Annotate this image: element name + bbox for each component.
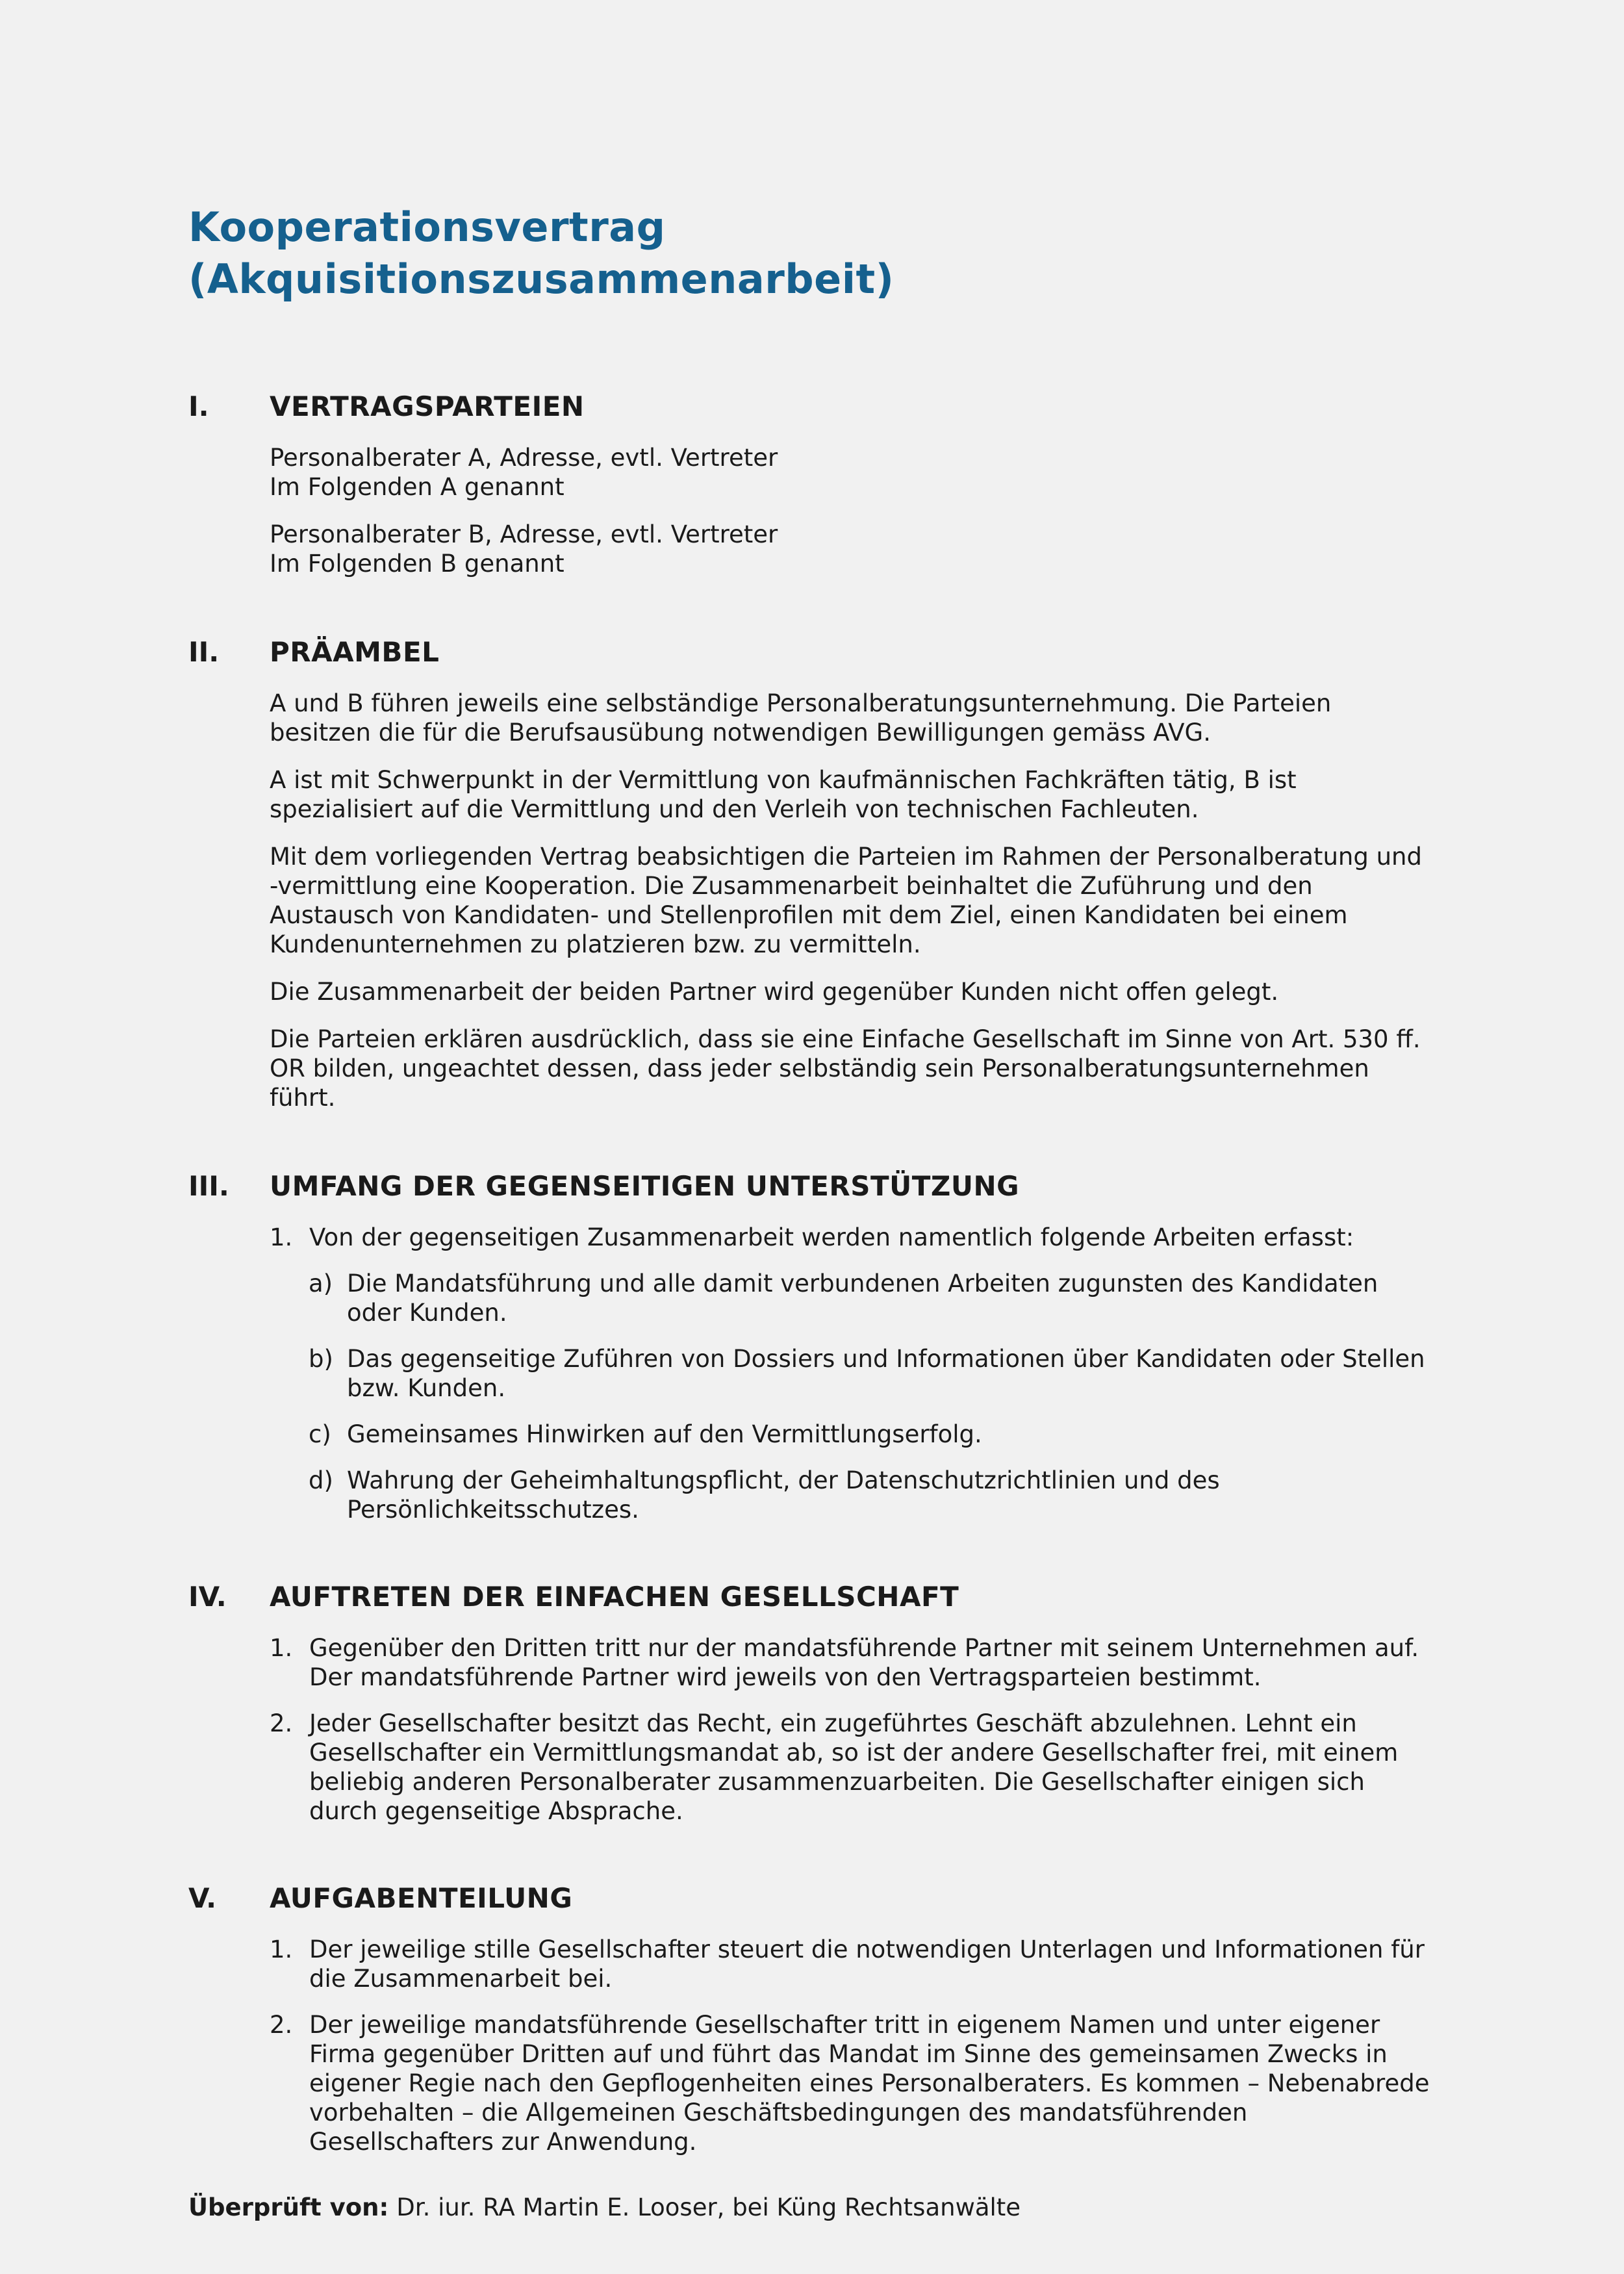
list-item-number: 1. — [270, 1935, 293, 1963]
section-number: III. — [188, 1170, 229, 1202]
list-item-number: 1. — [270, 1223, 293, 1251]
list-item-number: c) — [309, 1420, 331, 1448]
paragraph: A ist mit Schwerpunkt in der Vermittlung von kaufmännischen Fachkräften tätig, B ist spezialisiert auf die Vermittlung und den Verleih von technischen Fachleuten. — [270, 766, 1297, 823]
list-item-text: Jeder Gesellschafter besitzt das Recht, ein zugeführtes Geschäft abzulehnen. Lehnt ein Gesellschafter ein Vermittlungsmandat ab, so ist der andere Gesellschafter frei, mit einem beliebig anderen Personalberater zusammenzuarbeiten. Die Gesellschafter einigen sich durch gegenseitige Absprache. — [309, 1709, 1399, 1825]
list-item — [270, 2010, 1436, 2156]
list-item — [270, 1935, 1436, 1993]
sub-list-item — [309, 1420, 1436, 1449]
paragraph — [270, 443, 1436, 502]
paragraph-line: Personalberater A, Adresse, evtl. Vertreter — [270, 444, 778, 472]
paragraph: Mit dem vorliegenden Vertrag beabsichtigen die Parteien im Rahmen der Personalberatung und -vermittlung eine Kooperation. Die Zusammenarbeit beinhaltet die Zuführung und den Austausch von Kandidaten- und Stellenprofilen mit dem Ziel, einen Kandidaten bei einem Kundenunternehmen zu platzieren bzw. zu vermitteln. — [270, 843, 1422, 958]
list-item-text: Gemeinsames Hinwirken auf den Vermittlungserfolg. — [347, 1420, 982, 1448]
paragraph: Die Parteien erklären ausdrücklich, dass sie eine Einfache Gesellschaft im Sinne von Art. 530 ff. OR bilden, ungeachtet dessen, dass jeder selbständig sein Personalberatungsunternehmen führt. — [270, 1025, 1421, 1112]
section-heading: AUFTRETEN DER EINFACHEN GESELLSCHAFT — [270, 1581, 959, 1613]
section-vertragsparteien — [188, 390, 1436, 596]
list-item-text: Von der gegenseitigen Zusammenarbeit werden namentlich folgende Arbeiten erfasst: — [309, 1223, 1354, 1251]
sub-list-item — [309, 1269, 1436, 1327]
list-item-text: Gegenüber den Dritten tritt nur der mandatsführende Partner mit seinem Unternehmen auf. Der mandatsführende Partner wird jeweils von den Vertragsparteien bestimmt. — [309, 1634, 1419, 1691]
sub-list-item — [309, 1344, 1436, 1403]
paragraph-line: Im Folgenden A genannt — [270, 473, 565, 501]
section-praeambel — [188, 635, 1436, 1131]
document-title — [188, 201, 1436, 305]
section-umfang — [188, 1169, 1436, 1541]
reviewed-by-label: Überprüft von: — [188, 2193, 389, 2221]
sub-list-item — [309, 1466, 1436, 1524]
section-aufgabenteilung — [188, 1882, 1436, 2173]
paragraph: Die Zusammenarbeit der beiden Partner wird gegenüber Kunden nicht offen gelegt. — [270, 978, 1279, 1006]
paragraph — [270, 520, 1436, 578]
list-item-text: Der jeweilige mandatsführende Gesellschafter tritt in eigenem Namen und unter eigener Firma gegenüber Dritten auf und führt das Mandat im Sinne des gemeinsamen Zwecks in eigener Regie nach den Gepflogenheiten eines Personalberaters. Es kommen – Nebenabrede vorbehalten – die Allgemeinen Geschäftsbedingungen des mandatsführenden Gesellschafters zur Anwendung. — [309, 2011, 1430, 2156]
list-item-number: 2. — [270, 2011, 293, 2039]
list-item-number: 2. — [270, 1709, 293, 1737]
section-number: IV. — [188, 1581, 227, 1613]
list-item-number: a) — [309, 1270, 333, 1297]
list-item-text: Wahrung der Geheimhaltungspflicht, der Datenschutzrichtlinien und des Persönlichkeitsschutzes. — [347, 1466, 1220, 1524]
list-item — [270, 1709, 1436, 1826]
section-number: II. — [188, 636, 220, 668]
document-title-line-2: (Akquisitionszusammenarbeit) — [188, 255, 894, 303]
paragraph-line: Personalberater B, Adresse, evtl. Vertreter — [270, 520, 778, 548]
list-item — [270, 1633, 1436, 1692]
section-heading: VERTRAGSPARTEIEN — [270, 390, 585, 422]
list-item — [270, 1223, 1436, 1252]
list-item-number: b) — [309, 1345, 333, 1373]
paragraph-line: Im Folgenden B genannt — [270, 550, 565, 578]
list-item-text: Das gegenseitige Zuführen von Dossiers und Informationen über Kandidaten oder Stellen bzw. Kunden. — [347, 1345, 1425, 1402]
document-title-line-1: Kooperationsvertrag — [188, 203, 666, 251]
list-item-number: d) — [309, 1466, 333, 1494]
section-auftreten — [188, 1580, 1436, 1843]
section-heading: AUFGABENTEILUNG — [270, 1882, 573, 1914]
section-number: I. — [188, 390, 209, 422]
section-heading: PRÄAMBEL — [270, 636, 440, 668]
list-item-text: Die Mandatsführung und alle damit verbundenen Arbeiten zugunsten des Kandidaten oder Kunden. — [347, 1270, 1378, 1327]
paragraph: A und B führen jeweils eine selbständige Personalberatungsunternehmung. Die Parteien besitzen die für die Berufsausübung notwendigen Bewilligungen gemäss AVG. — [270, 689, 1332, 747]
list-item-number: 1. — [270, 1634, 293, 1662]
section-number: V. — [188, 1882, 217, 1914]
section-heading: UMFANG DER GEGENSEITIGEN UNTERSTÜTZUNG — [270, 1170, 1020, 1202]
reviewed-by-text: Dr. iur. RA Martin E. Looser, bei Küng Rechtsanwälte — [396, 2193, 1021, 2221]
list-item-text: Der jeweilige stille Gesellschafter steuert die notwendigen Unterlagen und Informationen für die Zusammenarbeit bei. — [309, 1935, 1425, 1993]
footer — [188, 2193, 1436, 2222]
